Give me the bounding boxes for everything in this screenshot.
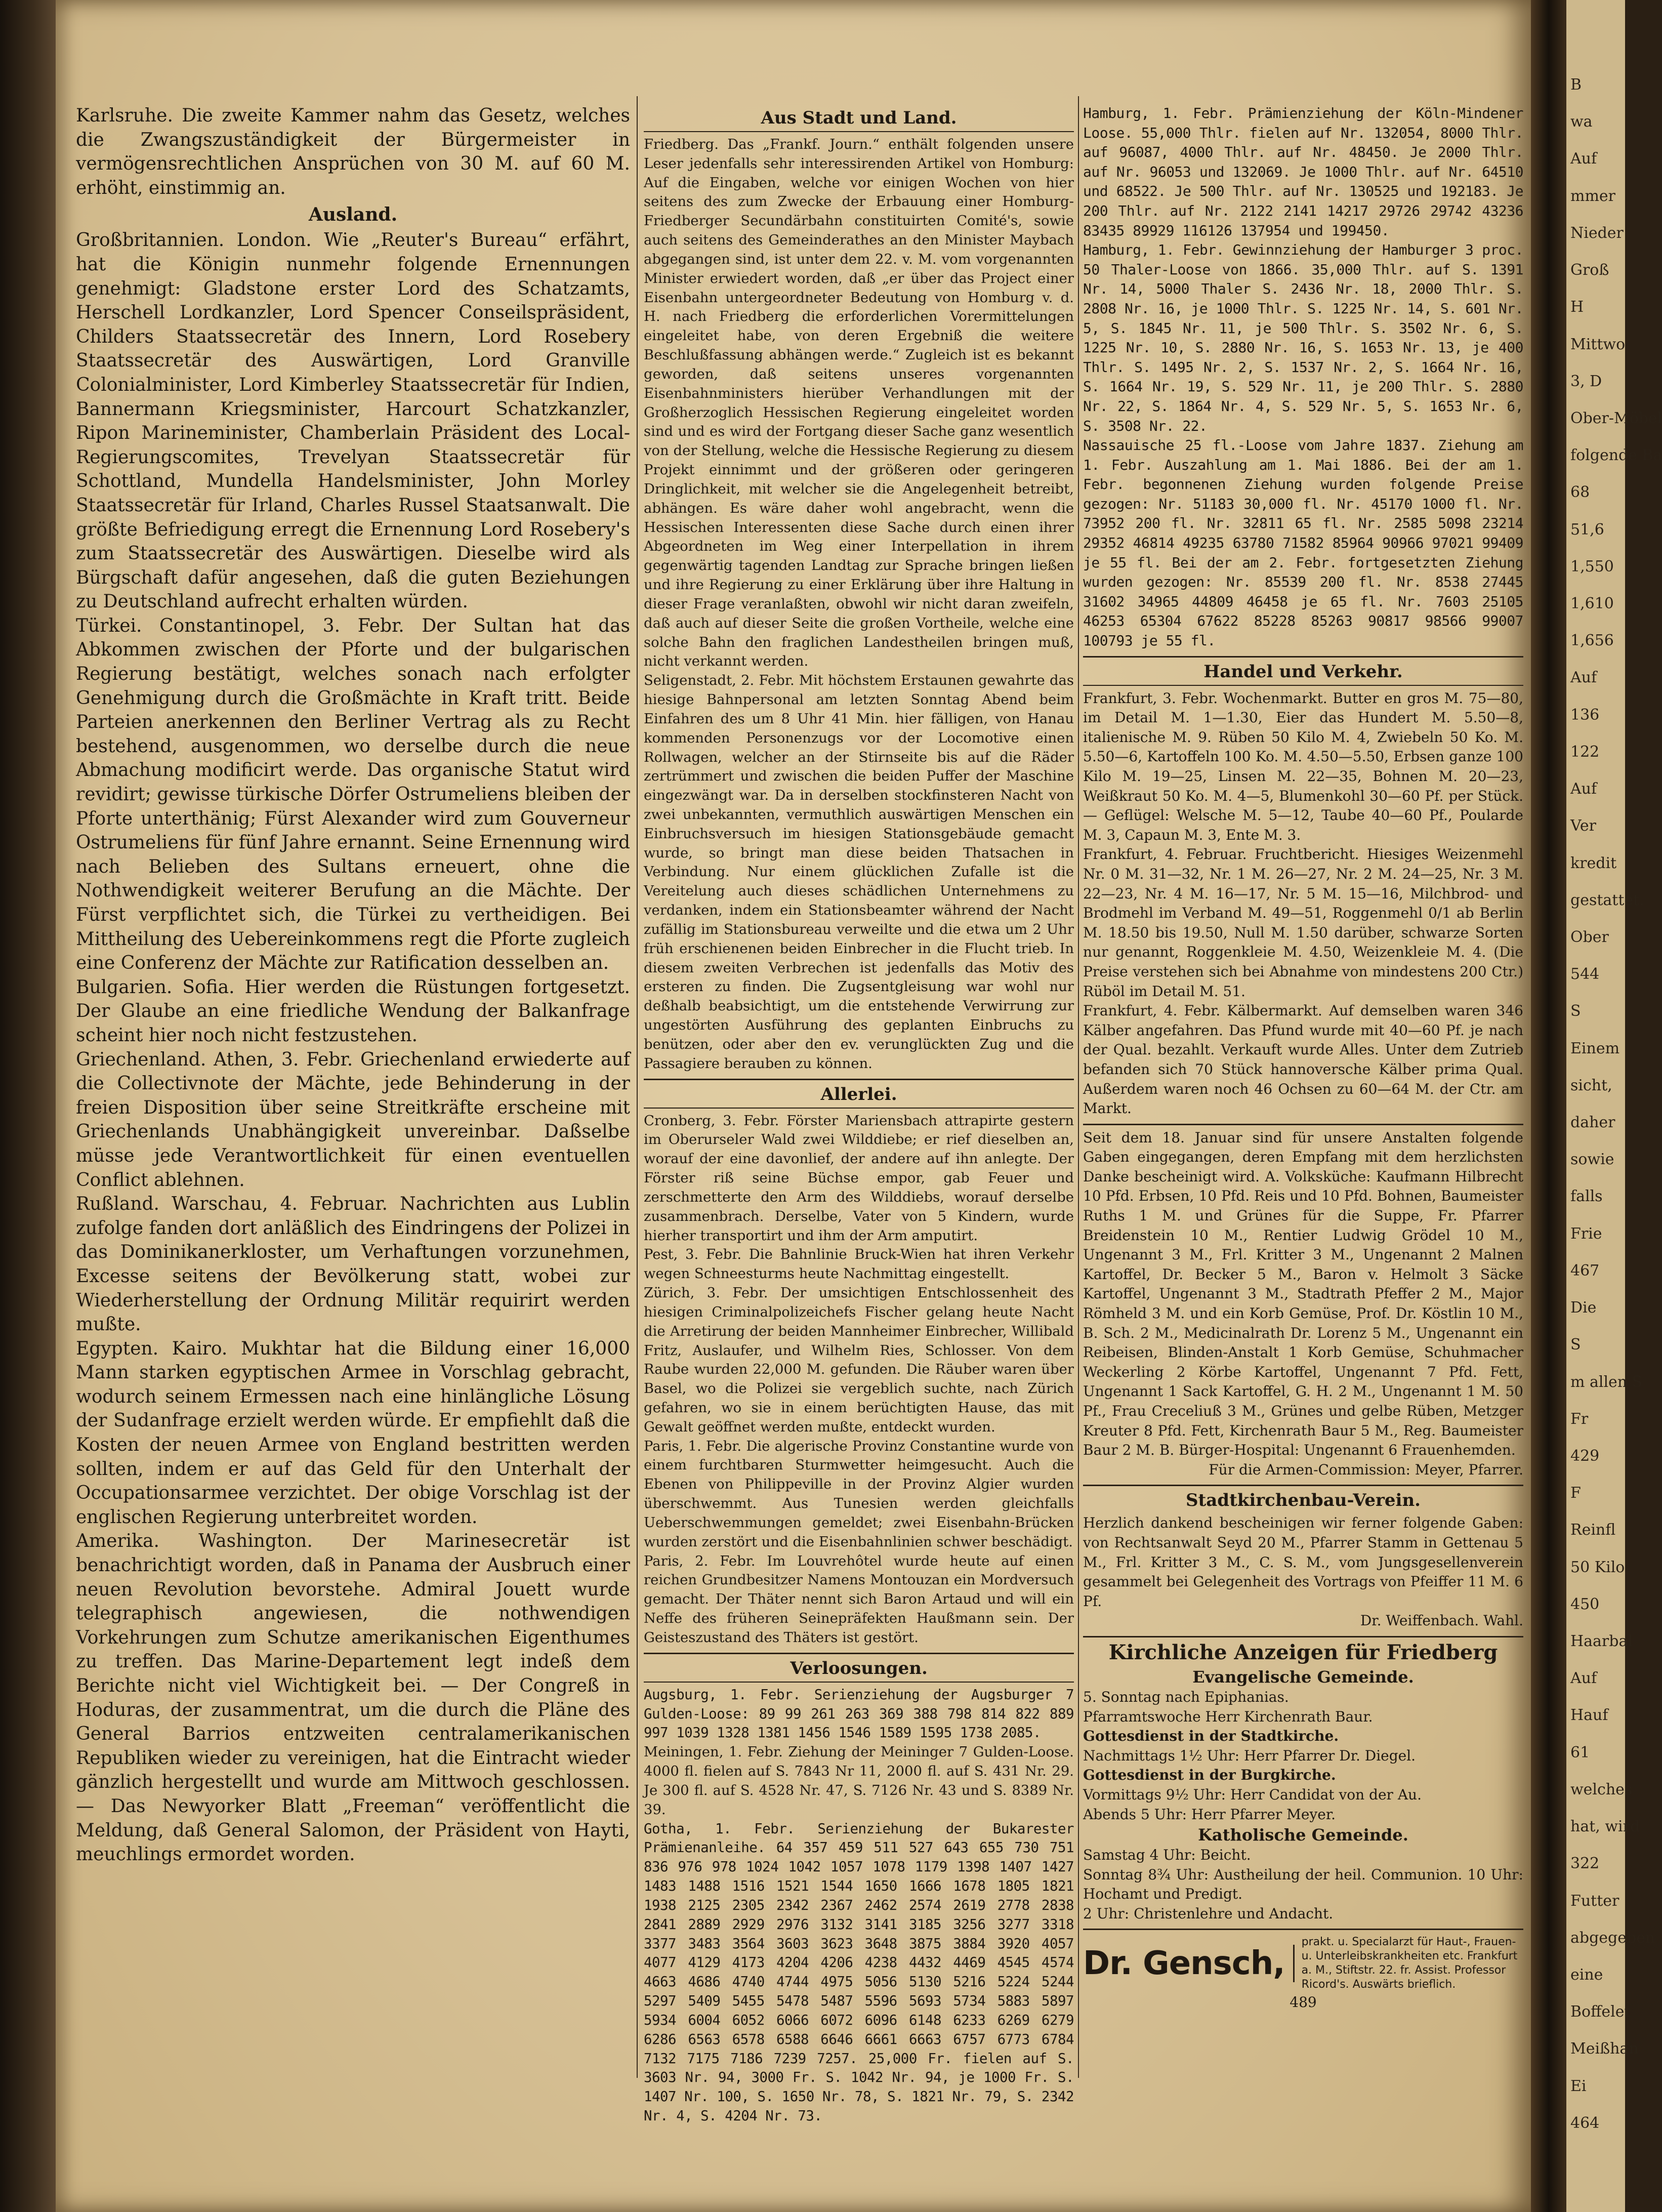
service-line: Nachmittags 1½ Uhr: Herr Pfarrer Dr. Diegel.: [1083, 1747, 1416, 1764]
next-page-fragment: Einem: [1570, 1039, 1620, 1057]
next-page-fragment: 322: [1570, 1855, 1600, 1873]
next-page-fragment: sicht,: [1570, 1076, 1612, 1094]
next-page-fragment: Hauf: [1570, 1706, 1608, 1725]
divider: [644, 1079, 1074, 1080]
next-page-fragment: Futter: [1570, 1892, 1619, 1910]
signature-stadtkirchenbau: Dr. Weiffenbach. Wahl.: [1360, 1612, 1523, 1629]
divider: [1083, 1485, 1523, 1486]
article-paris-2: Paris, 2. Febr. Im Louvrehôtel wurde heute auf einen reichen Grundbesitzer Namens Montouzan ein Mordversuch gemacht. Der Thäter nennt sich Baron Artaud und will ein Neffe des früheren Seinepräfekten Haußmann sein. Der Geisteszustand des Thäters ist gestört.: [644, 1553, 1074, 1646]
next-page-fragment: folgende Ba: [1570, 446, 1662, 465]
section-heading-stadtkirchenbau: Stadtkirchenbau-Verein.: [1186, 1490, 1421, 1511]
next-page-fragment: Ober-Möbel: [1570, 409, 1662, 427]
section-heading-verloosungen: Verloosungen.: [790, 1658, 928, 1678]
next-page-fragment: 50 Kilo: [1570, 1558, 1625, 1576]
next-page-fragment: hat, wird: [1570, 1818, 1640, 1836]
article-bulgarien: Bulgarien. Sofia. Hier werden die Rüstungen fortgesetzt. Der Glaube an eine friedliche Wendung der Balkanfrage scheint hier noch nicht festzustehen.: [76, 976, 630, 1046]
divider: [1083, 1636, 1523, 1637]
next-page-fragment: m allen S: [1570, 1373, 1643, 1391]
next-page-fragment: 1,550: [1570, 557, 1614, 576]
next-page-fragment: 544: [1570, 965, 1600, 984]
signature-armen-commission: Für die Armen-Commission: Meyer, Pfarrer.: [1209, 1461, 1523, 1478]
next-page-fragment: falls: [1570, 1187, 1603, 1206]
next-page-fragment: eine: [1570, 1965, 1603, 1984]
lottery-gotha: Gotha, 1. Febr. Serienziehung der Bukarester Prämienanleihe. 64 357 459 511 527 643 655 730 751 836 976 978 1024 1042 1057 1078 1179 1398 1407 1427 1483 1488 1516 1521 1544 1650 1666 1678 1805 1821 1938 2125 2305 2342 2367 2462 2574 2619 2778 2838 2841 2889 2929 2976 3132 3141 3185 3256 3277 3318 3377 3483 3564 3603 3623 3648 3875 3884 3920 4057 4077 4129 4173 4204 4206 4238 4432 4469 4545 4574 4663 4686 4740 4744 4975 5056 5130 5216 5224 5244 5297 5409 5455 5478 5487 5596 5693 5734 5883 5897 5934 6004 6052 6066 6072 6096 6148 6233 6269 6279 6286 6563 6578 6588 6646 6661 6663 6757 6773 6784 7132 7175 7186 7239 7257. 25,000 Fr. fielen auf S. 3603 Nr. 94, 3000 Fr. S. 1042 Nr. 94, je 1000 Fr. S. 1407 Nr. 100, S. 1650 Nr. 78, S. 1821 Nr. 79, S. 2342 Nr. 4, S. 4204 Nr. 73.: [644, 1821, 1074, 2124]
next-page-fragment: wa: [1570, 113, 1593, 131]
heading-katholische-gemeinde: Katholische Gemeinde.: [1198, 1825, 1408, 1845]
next-page-edge: [1566, 0, 1662, 2212]
next-page-fragment: Haarbal: [1570, 1632, 1633, 1650]
divider: [644, 1682, 1074, 1683]
next-page-fragment: 450: [1570, 1595, 1600, 1613]
article-tuerkei: Türkei. Constantinopel, 3. Febr. Der Sultan hat das Abkommen zwischen der Pforte und der bulgarischen Regierung bestätigt, welches sonach nach erfolgter Genehmigung durch die Großmächte in Kraft tritt. Beide Parteien anerkennen den Berliner Vertrag als zu Recht bestehend, ausgenommen, wo derselbe durch die neue Abmachung modificirt werde. Das organische Statut wird revidirt; gewisse türkische Dörfer Ostrumeliens bleiben der Pforte unterthänig; Fürst Alexander wird zum Gouverneur Ostrumeliens für fünf Jahre ernannt. Seine Ernennung wird nach Belieben des Sultans erneuert, ohne die Nothwendigkeit weiterer Berufung an die Mächte. Der Fürst verpflichtet sich, die Türkei zu vertheidigen. Bei Mittheilung des Uebereinkommens regt die Pforte zugleich eine Conferenz der Mächte zur Ratification desselben an.: [76, 615, 630, 974]
divider: [1083, 656, 1523, 658]
next-page-fragment: Die: [1570, 1299, 1597, 1317]
next-page-fragment: abgegeben: [1570, 1929, 1655, 1947]
next-page-fragment: H: [1570, 298, 1584, 316]
divider: [1083, 685, 1523, 686]
next-page-fragment: 61: [1570, 1743, 1590, 1762]
article-russland: Rußland. Warschau, 4. Februar. Nachrichten aus Lublin zufolge fanden dort anläßlich des Eindringens der Polizei in das Dominikanerkloster, um Verhaftungen vorzunehmen, Excesse seitens der Bevölkerung statt, wobei zur Wiederherstellung der Ordnung Militär requirirt werden mußte.: [76, 1194, 630, 1335]
next-page-fragment: gestattet.: [1570, 891, 1644, 909]
divider: [644, 1108, 1074, 1109]
column-1: [76, 104, 630, 1867]
section-heading-allerlei: Allerlei.: [820, 1084, 897, 1104]
heading-evangelische-gemeinde: Evangelische Gemeinde.: [1192, 1667, 1414, 1687]
ad-name: Dr. Gensch,: [1083, 1945, 1295, 1982]
next-page-fragment: Ober: [1570, 928, 1609, 946]
donations-stadtkirchenbau: Herzlich dankend bescheinigen wir ferner folgende Gaben: von Rechtsanwalt Seyd 20 M., Pfarrer Stamm in Gettenau 5 M., Frl. Kritter 3 M., C. S. M., vom Jungsgesellenverein gesammelt bei Gelegenheit des Vortrags von Pfeiffer 11 M. 6 Pf.: [1083, 1514, 1523, 1610]
advertisement-gensch: [1083, 1929, 1523, 1992]
column-divider: [1078, 96, 1079, 2078]
next-page-fragment: 122: [1570, 743, 1600, 761]
next-page-fragment: Auf: [1570, 1669, 1597, 1688]
next-page-fragment: daher: [1570, 1114, 1615, 1131]
next-page-fragment: 51,6: [1570, 520, 1604, 539]
service-line: Vormittags 9½ Uhr: Herr Candidat von der Au.: [1083, 1786, 1422, 1803]
article-zuerich: Zürich, 3. Febr. Der umsichtigen Entschlossenheit des hiesigen Criminalpolizeichefs Fischer gelang heute Nacht die Arretirung der beiden Mannheimer Einbrecher, Willibald Fritz, Auslaufer, und Wilhelm Ries, Schlosser. Von dem Raube wurden 22,000 M. gefunden. Die Räuber waren über Basel, wo die Polizei sie vergeblich suchte, nach Zürich gefahren, wo sie in einem berüchtigten Hause, das mit Gewalt geöffnet werden mußte, entdeckt wurden.: [644, 1285, 1074, 1435]
book-gutter: [1531, 0, 1566, 2212]
section-heading-stadt-land: Aus Stadt und Land.: [761, 108, 957, 128]
next-page-fragment: Boffelet: [1570, 2003, 1631, 2021]
next-page-fragment: Meißhan: [1570, 2040, 1639, 2058]
page-number: 489: [1290, 1994, 1317, 2011]
column-divider: [637, 96, 638, 2078]
next-page-fragment: kredit: [1570, 854, 1617, 872]
next-page-fragment: 467: [1570, 1261, 1600, 1280]
next-page-fragment: Mittwo: [1570, 335, 1626, 353]
section-heading-ausland: Ausland.: [308, 204, 398, 226]
next-page-fragment: Reinfl: [1570, 1521, 1616, 1539]
next-page-fragment: Groß: [1570, 261, 1609, 279]
section-heading-handel-verkehr: Handel und Verkehr.: [1203, 661, 1403, 682]
donations-armen: Seit dem 18. Januar sind für unsere Anstalten folgende Gaben eingegangen, deren Empfang mit dem herzlichsten Danke bescheinigt wird. A. Volksküche: Kaufmann Hilbrecht 10 Pfd. Erbsen, 10 Pfd. Reis und 10 Pfd. Bohnen, Baumeister Ruths 1 M. und Grünes für die Suppe, Fr. Pfarrer Breidenstein 10 M., Rentier Ludwig Grödel 10 M., Ungenannt 3 M., Frl. Kritter 3 M., Ungenannt 2 Malnen Kartoffel, Dr. Becker 5 M., Baron v. Helmolt 3 Säcke Kartoffel, Ungenannt 3 M., Stadtrath Pfeffer 2 M., Major Römheld 3 M. und ein Korb Gemüse, Prof. Dr. Köstlin 10 M., B. Sch. 2 M., Medicinalrath Dr. Lorenz 5 M., Ungenannt ein Reibeisen, Blinden-Anstalt 1 Korb Gemüse, Schuhmacher Weckerling 2 Körbe Kartoffel, Ungenannt 7 Pfd. Fett, Ungenannt 1 Sack Kartoffel, G. H. 2 M., Ungenannt 1 M. 50 Pf., Frau Creceliuß 3 M., Grünes und gelbe Rüben, Metzger Kreuter 8 Pfd. Fett, Kirchenrath Baur 5 M., Reg. Baumeister Baur 2 M. B. Bürger-Hospital: Ungenannt 6 Frauenhemden.: [1083, 1129, 1523, 1459]
lottery-meiningen: Meiningen, 1. Febr. Ziehung der Meininger 7 Gulden-Loose. 4000 fl. fielen auf S. 7843 Nr 11, 2000 fl. auf S. 431 Nr. 29. Je 300 fl. auf S. 4528 Nr. 47, S. 7126 Nr. 43 und S. 8389 Nr. 39.: [644, 1744, 1074, 1818]
next-page-fragment: S: [1570, 1002, 1581, 1020]
article-friedberg: Friedberg. Das „Frankf. Journ.“ enthält folgenden unsere Leser jedenfalls sehr interessirenden Artikel von Homburg: Auf die Eingaben, welche vor einigen Wochen von hier seitens des zum Zwecke der Erbauung einer Homburg-Friedberger Secundärbahn constituirten Comité's, sowie auch seitens des Gemeinderathes an den Minister Maybach abgegangen sind, ist unter dem 22. v. M. vom vorgenannten Minister erwiedert worden, daß „er über das Project einer Eisenbahn untergeordneter Bedeutung von Homburg v. d. H. nach Friedberg die erforderlichen Vorermittelungen eingeleitet habe, von deren Ergebniß die weitere Beschlußfassung abhängen werde.“ Zugleich ist es bekannt geworden, daß seitens unseres vorgenannten Eisenbahnministers hierüber Verhandlungen mit der Großherzoglich Hessischen Regierung eingeleitet worden sind und es wird der Fortgang dieser Sache ganz wesentlich von der Stellung, welche die Hessische Regierung zu diesem Projekt einnimmt und der größeren oder geringeren Dringlichkeit, mit welcher sie die Angelegenheit betreibt, abhängen. Es wäre daher wohl angebracht, wenn die Hessischen Interessenten diese Sache durch einen ihrer Abgeordneten im Weg einer Interpellation in ihrem gegenwärtig tagenden Landtag zur Sprache bringen ließen und ihre Regierung zu einer Erklärung über ihre Haltung in dieser Frage veranlaßten, obwohl wir nicht daran zweifeln, daß auch auf dieser Seite die großen Vortheile, welche eine solche Bahn den fraglichen Landestheilen bringen muß, nicht verkannt werden.: [644, 137, 1074, 670]
next-page-fragment: 68: [1570, 483, 1590, 502]
next-page-fragment: 1,610: [1570, 595, 1614, 612]
article-egypten: Egypten. Kairo. Mukhtar hat die Bildung einer 16,000 Mann starken egyptischen Armee in Vorschlag gebracht, wodurch seinem Ermessen nach eine hinlängliche Lösung der Sudanfrage erzielt werden würde. Er empfiehlt daß die Kosten der neuen Armee von England bestritten werden sollten, indem er auf das Geld für den Unterhalt der Occupationsarmee verzichtet. Der obige Vorschlag ist der englischen Regierung unterbreitet worden.: [76, 1338, 630, 1528]
article-seligenstadt: Seligenstadt, 2. Febr. Mit höchstem Erstaunen gewahrte das hiesige Bahnpersonal am letzten Sonntag Abend beim Einfahren des um 8 Uhr 41 Min. hier fälligen, von Hanau kommenden Personenzugs vor der Locomotive einen Rollwagen, welcher an der Stirnseite bis auf die Räder zertrümmert und zwischen die beiden Puffer der Maschine eingezwängt war. Da in derselben stockfinsteren Nacht von zwei unbekannten, vermuthlich auswärtigen Menschen ein Einbruchsversuch im hiesigen Stationsgebäude gemacht wurde, so bringt man diese beiden Thatsachen in Verbindung. Nur einem glücklichen Zufalle ist die Vereitelung auch dieses schädlichen Unternehmens zu verdanken, indem ein Stationsbeamter während der Nacht zufällig im Stationsbureau verweilte und die etwa um 2 Uhr früh erschienenen beiden Einbrecher in die Flucht trieb. In diesem zweiten Verbrechen ist jedenfalls das Motiv des ersteren zu finden. Die Zugsentgleisung war wohl nur deßhalb beabsichtigt, um die entstehende Verwirrung zur ungestörten Ausführung des geplanten Einbruchs zu benützen, oder aber den ev. verunglückten Zug und die Passagiere berauben zu können.: [644, 673, 1074, 1072]
next-page-fragment: welches: [1570, 1780, 1633, 1798]
next-page-fragment: Ver: [1570, 817, 1597, 835]
article-pest: Pest, 3. Febr. Die Bahnlinie Bruck-Wien hat ihren Verkehr wegen Schneesturms heute Nachmittag eingestellt.: [644, 1247, 1074, 1282]
lottery-nassau: Nassauische 25 fl.-Loose vom Jahre 1837. Ziehung am 1. Febr. Auszahlung am 1. Mai 1886. Bei der am 1. Febr. begonnenen Ziehung wurden folgende Preise gezogen: Nr. 51183 30,000 fl. Nr. 45170 1000 fl. Nr. 73952 200 fl. Nr. 32811 65 fl. Nr. 2585 5098 23214 29352 46814 49235 63780 71582 85964 90966 97021 99409 je 55 fl. Bei der am 2. Febr. fortgesetzten Ziehung wurden gezogen: Nr. 85539 200 fl. Nr. 8538 27445 31602 34965 44809 46458 je 65 fl. Nr. 7603 25105 46253 65304 67622 85228 85263 90817 98566 99007 100793 je 55 fl.: [1083, 437, 1523, 649]
next-page-fragment: 464: [1570, 2114, 1600, 2132]
next-page-fragment: Frie: [1570, 1224, 1602, 1243]
article-amerika: Amerika. Washington. Der Marinesecretär ist benachrichtigt worden, daß in Panama der Ausbruch einer neuen Revolution bevorstehe. Admiral Jouett wurde telegraphisch angewiesen, die nothwendigen Vorkehrungen zum Schutze amerikanischen Eigenthumes zu treffen. Das Marine-Departement legt indeß dem Berichte nicht viel Wichtigkeit bei. — Der Congreß in Hoduras, der zusammentrat, um die durch die Pläne des General Barrios entzweiten centralamerikanischen Republiken wieder zu vereinigen, hat die Eintracht wieder gänzlich hergestellt und wurde am Mittwoch geschlossen. — Das Newyorker Blatt „Freeman“ veröffentlicht die Meldung, daß General Salomon, der Präsident von Hayti, meuchlings ermordet worden.: [76, 1531, 630, 1865]
lottery-hamburg-2: Hamburg, 1. Febr. Gewinnziehung der Hamburger 3 proc. 50 Thaler-Loose von 1866. 35,000 Thlr. auf S. 1391 Nr. 14, 5000 Thaler S. 2436 Nr. 18, 2000 Thlr. S. 2808 Nr. 16, je 1000 Thlr. S. 1225 Nr. 14, S. 601 Nr. 5, S. 1845 Nr. 11, je 500 Thlr. S. 3502 Nr. 6, S. 1225 Nr. 10, S. 2880 Nr. 16, S. 1653 Nr. 13, je 400 Thlr. S. 1495 Nr. 2, S. 1537 Nr. 2, S. 1664 Nr. 16, S. 1664 Nr. 19, S. 529 Nr. 11, je 200 Thlr. S. 2880 Nr. 22, S. 1864 Nr. 4, S. 529 Nr. 5, S. 1653 Nr. 6, S. 3508 Nr. 22.: [1083, 241, 1523, 434]
next-page-fragment: mmer: [1570, 187, 1615, 205]
article-paris-1: Paris, 1. Febr. Die algerische Provinz Constantine wurde von einem furchtbaren Sturmwetter heimgesucht. Auch die Ebenen von Philippeville in der Provinz Algier wurden überschwemmt. Aus Tunesien werden gleichfalls Ueberschwemmungen gemeldet; zwei Eisenbahn-Brücken wurden zerstört und die Eisenbahnlinien schwer beschädigt.: [644, 1438, 1074, 1550]
service-line: Sonntag 8¾ Uhr: Austheilung der heil. Communion. 10 Uhr: Hochamt und Predigt.: [1083, 1866, 1523, 1903]
market-wochenmarkt: Frankfurt, 3. Febr. Wochenmarkt. Butter en gros M. 75—80, im Detail M. 1—1.30, Eier das Hundert M. 5.50—8, italienische M. 9. Rüben 50 Kilo M. 4, Zwiebeln 50 Ko. M. 5.50—6, Kartoffeln 100 Ko. M. 4.50—5.50, Erbsen ganze 100 Kilo M. 19—25, Linsen M. 22—35, Bohnen M. 20—23, Weißkraut 50 Ko. M. 4—5, Blumenkohl 30—60 Pf. per Stück. — Geflügel: Welsche M. 5—12, Taube 40—60 Pf., Poularde M. 3, Capaun M. 3, Ente M. 3.: [1083, 689, 1523, 843]
divider: [644, 1653, 1074, 1654]
service-line: Samstag 4 Uhr: Beicht.: [1083, 1847, 1251, 1864]
article-griechenland: Griechenland. Athen, 3. Febr. Griechenland erwiederte auf die Collectivnote der Mächte, jede Behinderung in der freien Disposition über seine Streitkräfte erscheine mit Griechenlands Unabhängigkeit unvereinbar. Daßselbe müsse jede Verantwortlichkeit für einen eventuellen Conflict ablehnen.: [76, 1049, 630, 1191]
next-page-fragment: 1,656: [1570, 632, 1614, 650]
next-page-fragment: Auf: [1570, 780, 1597, 798]
article-cronberg: Cronberg, 3. Febr. Förster Mariensbach attrapirte gestern im Oberurseler Wald zwei Wilddiebe; er rief dieselben an, worauf der eine davonlief, der andere auf ihn anlegte. Der Förster riß seine Büchse empor, gab Feuer und zerschmetterte den Arm des Wilddiebs, worauf derselbe zusammenbrach. Derselbe, Vater von 5 Kindern, wurde hierher transportirt und ihm der Arm amputirt.: [644, 1113, 1074, 1244]
next-page-fragment: sowie: [1570, 1151, 1614, 1169]
next-page-fragment: Ei: [1570, 2077, 1587, 2095]
column-3: [1083, 104, 1523, 2011]
divider: [1083, 1124, 1523, 1125]
article-grossbritannien: Großbritannien. London. Wie „Reuter's Bureau“ erfährt, hat die Königin nunmehr folgende Ernennungen genehmigt: Gladstone erster Lord des Schatzamts, Herschell Lordkanzler, Lord Spencer Conseilspräsident, Childers Staatssecretär des Innern, Lord Rosebery Staatssecretär des Auswärtigen, Lord Granville Colonialminister, Lord Kimberley Staatssecretär für Indien, Bannermann Kriegsminister, Harcourt Schatzkanzler, Ripon Marineminister, Chamberlain Präsident des Local-Regierungscomites, Trevelyan Staatssecretär für Schottland, Mundella Handelsminister, John Morley Staatssecretär für Irland, Charles Russel Staatsanwalt. Die größte Befriedigung erregt die Ernennung Lord Rosebery's zum Staatssecretär des Auswärtigen. Dieselbe wird als Bürgschaft dafür angesehen, daß die guten Beziehungen zu Deutschland aufrecht erhalten würden.: [76, 230, 630, 612]
market-fruchtbericht: Frankfurt, 4. Februar. Fruchtbericht. Hiesiges Weizenmehl Nr. 0 M. 31—32, Nr. 1 M. 26—27, Nr. 2 M. 24—25, Nr. 3 M. 22—23, Nr. 4 M. 16—17, Nr. 5 M. 15—16, Milchbrod- und Brodmehl im Verband M. 49—51, Roggenmehl 0/1 ab Berlin M. 18.50 bis 19.50, Null M. 1.50 darüber, schwarze Sorten nur genannt, Roggenkleie M. 4.50, Weizenkleie M. 4. (Die Preise verstehen sich bei Abnahme von mindestens 200 Ctr.) Rüböl im Detail M. 51.: [1083, 846, 1523, 1000]
next-page-fragment: Nieder: [1570, 224, 1624, 242]
lottery-augsburg: Augsburg, 1. Febr. Serienziehung der Augsburger 7 Gulden-Loose: 89 99 261 263 369 388 798 814 822 889 997 1039 1328 1381 1456 1546 1589 1595 1738 2085.: [644, 1687, 1074, 1741]
next-page-fragment: F: [1570, 1484, 1581, 1502]
article-karlsruhe: Karlsruhe. Die zweite Kammer nahm das Gesetz, welches die Zwangszuständigkeit der Bürgermeister in vermögensrechtlichen Ansprüchen von 30 M. auf 60 M. erhöht, einstimmig an.: [76, 105, 630, 198]
divider: [644, 131, 1074, 132]
next-page-fragment: 3, D: [1570, 372, 1602, 390]
service-line: Abends 5 Uhr: Herr Pfarrer Meyer.: [1083, 1806, 1336, 1823]
next-page-fragment: S: [1570, 1336, 1581, 1354]
next-page-fragment: Fr: [1570, 1410, 1589, 1428]
market-kaelbermarkt: Frankfurt, 4. Febr. Kälbermarkt. Auf demselben waren 346 Kälber angefahren. Das Pfund wurde mit 40—60 Pf. je nach der Qual. bezahlt. Verkauft wurde Alles. Unter dem Zutrieb befanden sich 70 Stück hannoversche Kälber prima Qual. Außerdem waren noch 46 Ochsen zu 60—64 M. der Ctr. am Markt.: [1083, 1002, 1523, 1117]
lottery-hamburg-1: Hamburg, 1. Febr. Prämienziehung der Köln-Mindener Loose. 55,000 Thlr. fielen auf Nr. 132054, 8000 Thlr. auf 96087, 4000 Thlr. auf Nr. 48450. Je 2000 Thlr. auf Nr. 96053 und 132069. Je 1000 Thlr. auf Nr. 64510 und 68522. Je 500 Thlr. auf Nr. 130525 und 192183. Je 200 Thlr. auf Nr. 2122 2141 14217 29726 29742 43236 83435 89929 116126 137954 und 199450.: [1083, 105, 1523, 239]
ad-text: prakt. u. Specialarzt für Haut-, Frauen- u. Unterleibskrankheiten etc. Frankfurt a. M., Stiftstr. 22. fr. Assist. Professor Ricord's. Auswärts brieflich.: [1301, 1936, 1518, 1991]
service-line: Pfarramtswoche Herr Kirchenrath Baur.: [1083, 1708, 1373, 1725]
next-page-fragment: B: [1570, 76, 1582, 94]
service-heading: Gottesdienst in der Stadtkirche.: [1083, 1728, 1339, 1745]
service-line: 2 Uhr: Christenlehre und Andacht.: [1083, 1905, 1334, 1922]
section-heading-kirchliche-anzeigen: Kirchliche Anzeigen für Friedberg: [1108, 1640, 1498, 1664]
book-binding: [0, 0, 56, 2212]
next-page-fragment: Auf: [1570, 150, 1597, 168]
next-page-fragment: 429: [1570, 1447, 1600, 1465]
next-page-fragment: 136: [1570, 706, 1600, 724]
service-heading: Gottesdienst in der Burgkirche.: [1083, 1767, 1336, 1784]
column-2: [644, 104, 1074, 2126]
next-page-fragment: Auf: [1570, 669, 1597, 687]
service-line: 5. Sonntag nach Epiphanias.: [1083, 1688, 1289, 1705]
